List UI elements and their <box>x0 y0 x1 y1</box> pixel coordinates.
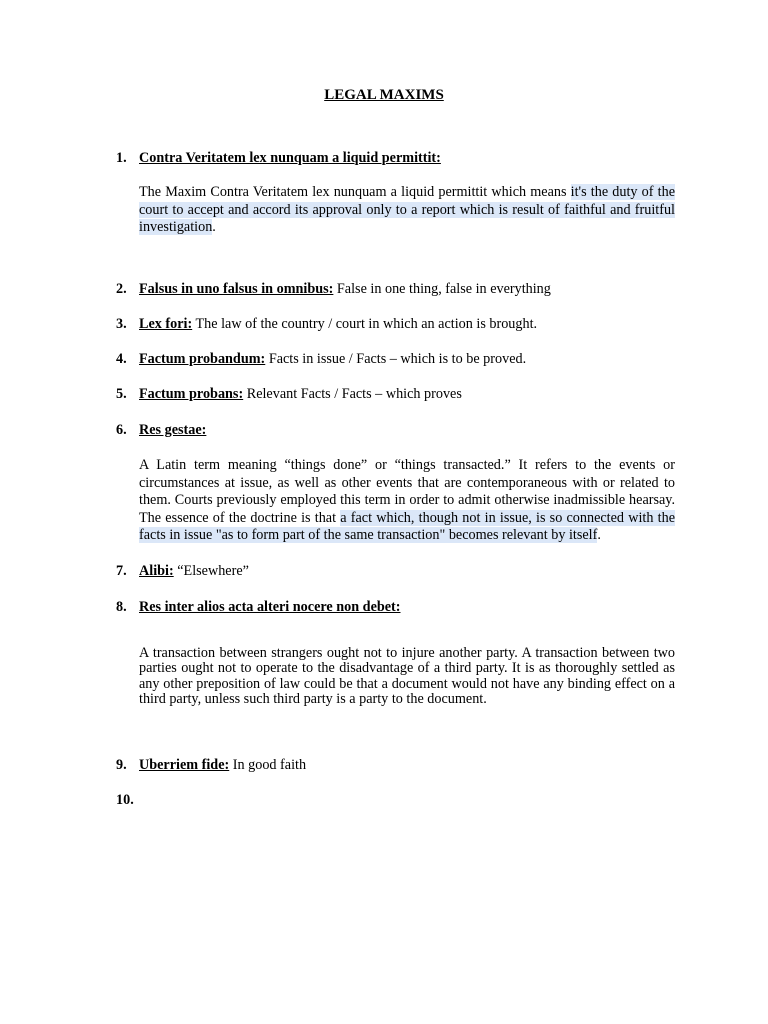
paragraph-end: . <box>212 219 216 236</box>
item-number: 5. <box>116 386 127 402</box>
maxim-term: Alibi: <box>139 563 174 579</box>
maxim-term: Res inter alios acta alteri nocere non debet: <box>139 599 401 615</box>
maxim-definition: The law of the country / court in which an action is brought. <box>192 316 538 332</box>
item-number: 8. <box>116 599 127 615</box>
item-number: 10. <box>116 792 134 808</box>
item-heading <box>139 757 306 774</box>
item-heading <box>139 281 551 298</box>
paragraph-text: A transaction between strangers ought not to injure another party. A transaction between two parties ought not to operate to the disadvantage of a third party. It is as thoroughly settled as any other preposition of law could be that a document would not have any binding effect on a third party, unless such third party is a party to the document. <box>139 645 675 708</box>
maxim-term: Falsus in uno falsus in omnibus: <box>139 281 334 297</box>
maxim-term: Lex fori: <box>139 316 193 332</box>
maxim-8-explanation <box>139 646 675 708</box>
item-number: 6. <box>116 422 127 438</box>
item-heading <box>139 351 526 368</box>
highlighted-text: a fact which, though not in issue, is so connected with the facts in issue "as to form part of the same transaction" becomes relevant by itself <box>139 509 675 544</box>
item-number: 7. <box>116 563 127 579</box>
item-heading <box>139 563 249 580</box>
item-number: 2. <box>116 281 127 297</box>
item-number: 9. <box>116 757 127 773</box>
item-heading <box>139 316 537 333</box>
maxim-6-explanation <box>139 457 675 545</box>
item-number: 4. <box>116 351 127 367</box>
document-title: LEGAL MAXIMS <box>324 87 444 103</box>
item-heading <box>139 599 401 616</box>
maxim-definition: Facts in issue / Facts – which is to be proved. <box>265 351 527 367</box>
maxim-term: Uberriem fide: <box>139 757 230 773</box>
paragraph-text: The Maxim Contra Veritatem lex nunquam a liquid permittit which means <box>139 184 571 200</box>
item-heading <box>139 422 206 439</box>
paragraph-text: A Latin term meaning “things done” or “things transacted.” It refers to the events or circumstances at issue, as well as other events that are contemporaneous with or related to them. Courts previously employed this term in order to admit otherwise inadmissible hearsay. The essence of the doctrine is that <box>139 457 675 526</box>
maxim-term: Factum probans: <box>139 386 244 402</box>
maxim-term: Contra Veritatem lex nunquam a liquid permittit: <box>139 150 441 166</box>
maxim-definition: False in one thing, false in everything <box>333 281 551 297</box>
item-heading <box>139 150 441 167</box>
item-heading <box>139 386 462 403</box>
maxim-definition: “Elsewhere” <box>173 563 249 579</box>
maxim-1-explanation <box>139 184 675 237</box>
item-number: 3. <box>116 316 127 332</box>
maxim-definition: In good faith <box>229 757 307 773</box>
highlighted-text: it's the duty of the court to accept and accord its approval only to a report which is result of faithful and fruitful investigation <box>139 184 675 236</box>
paragraph-end: . <box>597 527 601 544</box>
maxim-term: Res gestae: <box>139 422 207 438</box>
maxim-term: Factum probandum: <box>139 351 266 367</box>
maxim-definition: Relevant Facts / Facts – which proves <box>243 386 462 402</box>
item-number: 1. <box>116 150 127 166</box>
